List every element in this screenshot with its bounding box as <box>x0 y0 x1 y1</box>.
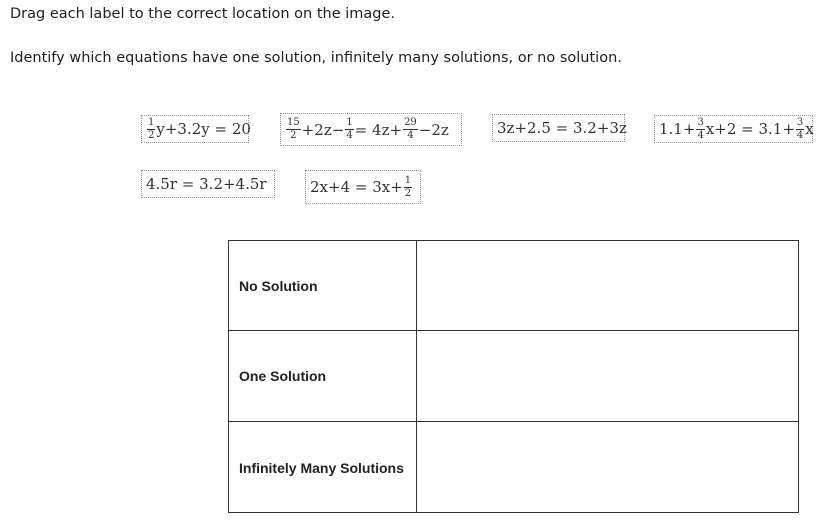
row-label-one-solution: One Solution <box>229 331 417 421</box>
drop-zone-table <box>228 240 799 513</box>
drop-target-one-solution[interactable] <box>417 331 798 421</box>
equation-label-1[interactable] <box>141 115 249 143</box>
equation-label-5[interactable] <box>141 170 275 198</box>
row-label-no-solution: No Solution <box>229 241 417 330</box>
equation-text: 3z+2.5 = 3.2+3z <box>497 119 627 137</box>
instruction-drag: Drag each label to the correct location on the image. <box>10 6 396 22</box>
equation-text: 1.1+ <box>659 120 696 138</box>
equation-label-4[interactable] <box>654 115 813 143</box>
fraction: $\frac{1}{2}$ <box>404 174 412 199</box>
table-row <box>229 330 798 421</box>
equation-text: x+2 = 3.1+ <box>705 120 795 138</box>
fraction: $\frac{15}{2}$ <box>287 117 300 141</box>
equation-text: 2x+4 = 3x+ <box>310 178 403 196</box>
equation-text: +2z− <box>301 120 345 139</box>
equation-label-3[interactable] <box>492 114 625 142</box>
table-row <box>229 241 798 330</box>
table-row <box>229 421 798 513</box>
equation-text: y+3.2y = 20 <box>156 120 251 138</box>
instruction-identify: Identify which equations have one solution, infinitely many solutions, or no solution. <box>10 50 622 66</box>
equation-label-2[interactable] <box>280 113 462 146</box>
fraction: $\frac{1}{4}$ <box>346 117 353 141</box>
equation-text: = 4z+ <box>354 120 403 139</box>
fraction: $\frac{1}{2}$ <box>148 116 155 141</box>
equation-text: 4.5r = 3.2+4.5r <box>146 175 267 193</box>
drop-target-no-solution[interactable] <box>417 241 798 330</box>
equation-text: x <box>805 120 814 138</box>
equation-text: −2z <box>418 120 449 139</box>
fraction: $\frac{29}{4}$ <box>404 117 417 141</box>
row-label-infinitely-many: Infinitely Many Solutions <box>229 422 417 513</box>
equation-label-6[interactable] <box>305 170 421 204</box>
drop-target-infinitely-many[interactable] <box>417 422 798 513</box>
fraction: $\frac{3}{4}$ <box>796 116 804 141</box>
fraction: $\frac{3}{4}$ <box>697 116 704 141</box>
